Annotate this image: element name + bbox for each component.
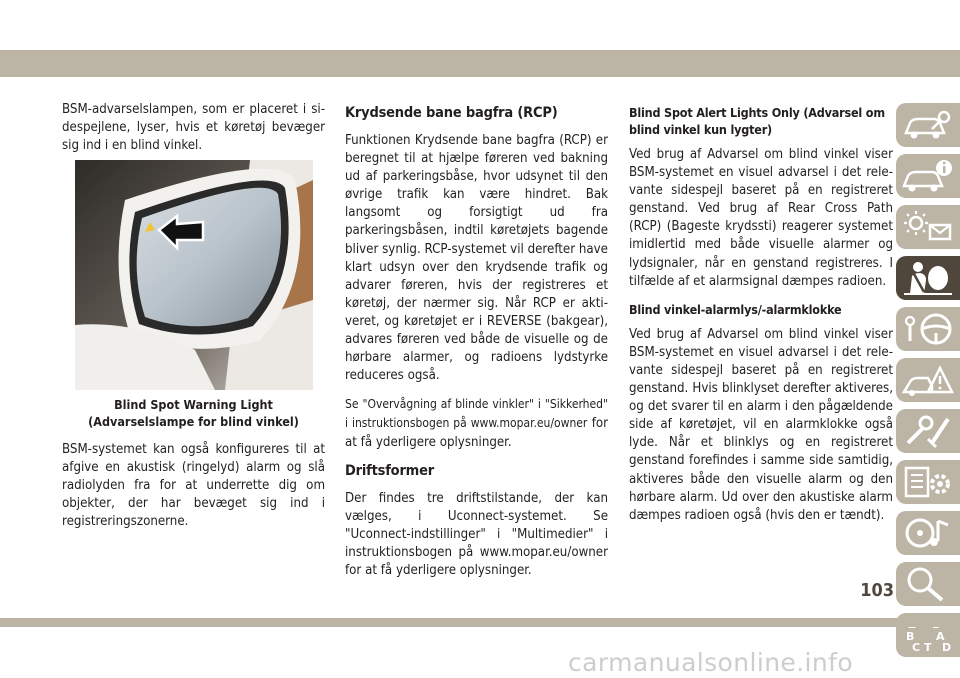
tab-getting-to-know[interactable] xyxy=(896,103,960,147)
tab-specifications[interactable] xyxy=(896,460,960,504)
column-right xyxy=(629,104,893,535)
tab-servicing[interactable] xyxy=(896,409,960,453)
column-left xyxy=(62,101,325,165)
service-tools-icon xyxy=(902,413,954,449)
index-letter: B xyxy=(906,630,915,643)
modes-heading: Driftsformer xyxy=(345,462,434,479)
tab-search[interactable] xyxy=(896,562,960,606)
tab-multimedia[interactable] xyxy=(896,511,960,555)
modes-paragraph: Der findes tre driftstilstande, der kan vælges, i Uconnect-systemet. Se "Uconnect-indstillinger" i "Multimedier" i instruktionsbogen på www.mopar.eu/owner for at få yderligere oplysninger. xyxy=(345,490,608,578)
index-letter: D xyxy=(942,641,952,653)
alarm-chime-subheading: Blind vinkel-alarmlys/-alarmklokke xyxy=(629,301,842,317)
rcp-reference-rest: for at få yderligere oplysninger. xyxy=(345,416,608,450)
rcp-reference-paragraph xyxy=(345,395,608,451)
tab-starting-operating[interactable] xyxy=(896,307,960,351)
watermark: carmanualsonline.info xyxy=(568,648,854,677)
bsm-config-paragraph: BSM-systemet kan også konfigureres til at afgive en akustisk (ringelyd) alarm og slå radiolyden fra for at underrette dig om objekter, der har bevæget sig ind i registreringszonerne. xyxy=(62,442,325,530)
multimedia-icon xyxy=(902,515,954,551)
chapter-tabs xyxy=(896,103,960,664)
tab-safety[interactable] xyxy=(896,256,960,300)
alert-lights-paragraph: Ved brug af Advarsel om blind vinkel viser BSM-systemet en visuel advarsel i det relevante sidespejl baseret på en registreret genstand. Ved brug af Rear Cross Path (RCP) (Bageste krydssti) reagerer systemet imidlertid med både visuelle alarmer og lydsignaler, når en genstand registreres. I tilfælde af et alarmsignal dæmpes radioen. xyxy=(629,147,893,289)
column-left-bottom xyxy=(62,441,325,531)
rcp-paragraph: Funktionen Krydsende bane bagfra (RCP) er beregnet til at hjælpe føreren ved bakning ud af parkeringsbåse, hvor udsynet til den øvrige trafik kan være hindret. Bak langsomt og forsigtigt ud fra parkeringsbåsen, indtil køretøjets bagende bliver synlig. RCP-systemet vil derefter have klart udsyn over den krydsende trafik og advarer føreren, hvis der registreres et køretøj, der nærmer sig. Når RCP er aktiveret, og køretøjet er i REVERSE (bakgear), advares føreren ved både de visuelle og de hørbare alarmer, og radioens lydstyrke reduceres også. xyxy=(345,133,608,384)
alarm-chime-paragraph: Ved brug af Advarsel om blind vinkel viser BSM-systemet en visuel advarsel i det relevante sidespejl baseret på en registreret genstand. Hvis blinklyset derefter aktiveres, og det svarer til en alarm i den pågældende side af køretøjet, vil en alarmklokke også lyde. Når et blinklys og en registreret genstand forefindes i samme side samtidig, aktiveres både den visuelle alarm og den hørbare alarm. Ud over den akustiske alarm dæmpes radioen også (hvis den er tændt). xyxy=(629,326,893,523)
alert-lights-subheading: Blind Spot Alert Lights Only (Advarsel om blind vinkel kun lygter) xyxy=(629,105,885,137)
tab-warning-lights[interactable] xyxy=(896,205,960,249)
specifications-icon xyxy=(902,464,954,500)
rcp-reference-link: Se "Overvågning af blinde vinkler" i "Sikkerhed" i instruktionsbogen på www.mopar.eu/owner xyxy=(345,397,608,431)
tab-emergency[interactable] xyxy=(896,358,960,402)
steering-wheel-icon xyxy=(902,311,954,347)
intro-paragraph: BSM-advarselslampen, som er placeret i sidespejlene, lyser, hvis et køretøj bevæger sig ind i en blind vinkel. xyxy=(62,102,325,154)
tab-dashboard[interactable] xyxy=(896,154,960,198)
side-mirror-figure xyxy=(75,160,313,390)
footer-band xyxy=(0,618,960,627)
car-info-icon xyxy=(902,158,954,194)
page-number: 103 xyxy=(860,580,894,601)
figure-caption: Blind Spot Warning Light (Advarselslampe for blind vinkel) xyxy=(88,397,299,429)
warning-lights-icon xyxy=(902,209,954,245)
index-letter: T xyxy=(924,641,932,653)
side-mirror-photo xyxy=(75,160,313,390)
roadside-warning-icon xyxy=(902,362,954,398)
car-key-icon xyxy=(902,107,954,143)
header-band xyxy=(0,50,960,77)
index-letter: A xyxy=(936,630,945,643)
search-icon xyxy=(902,566,954,602)
airbag-seatbelt-icon xyxy=(902,260,954,296)
index-letter: C xyxy=(912,641,921,653)
column-middle xyxy=(345,104,608,590)
rcp-heading: Krydsende bane bagfra (RCP) xyxy=(345,105,558,121)
